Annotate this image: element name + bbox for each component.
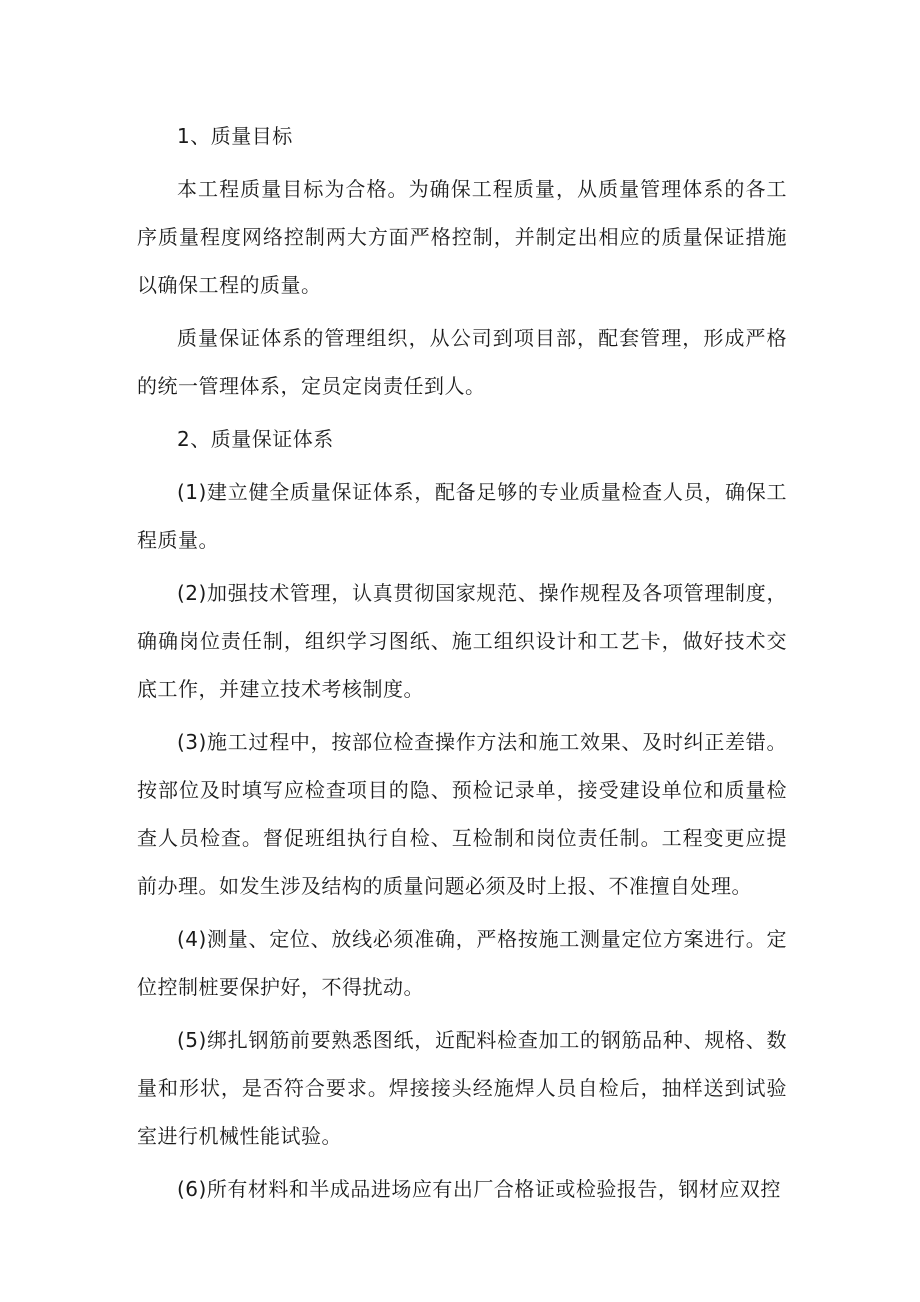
- section-heading-quality-system: 2、质量保证体系: [177, 427, 334, 451]
- section-heading-quality-target: 1、质量目标: [177, 124, 293, 148]
- list-item-4: (4)测量、定位、放线必须准确，严格按施工测量定位方案进行。定位控制桩要保护好，不得扰动。: [137, 927, 787, 999]
- paragraph-quality-target: 本工程质量目标为合格。为确保工程质量，从质量管理体系的各工序质量程度网络控制两大方面严格控制，并制定出相应的质量保证措施以确保工程的质量。: [137, 177, 787, 297]
- list-item-3: (3)施工过程中，按部位检查操作方法和施工效果、及时纠正差错。按部位及时填写应检查项目的隐、预检记录单，接受建设单位和质量检查人员检查。督促班组执行自检、互检制和岗位责任制。工程变更应提前办理。如发生涉及结构的质量问题必须及时上报、不准擅自处理。: [137, 730, 787, 898]
- list-item-5: (5)绑扎钢筋前要熟悉图纸，近配料检查加工的钢筋品种、规格、数量和形状，是否符合要求。焊接接头经施焊人员自检后，抽样送到试验室进行机械性能试验。: [137, 1028, 787, 1148]
- document-body: [137, 112, 787, 1213]
- list-item-2: (2)加强技术管理，认真贯彻国家规范、操作规程及各项管理制度，确确岗位责任制，组织学习图纸、施工组织设计和工艺卡，做好技术交底工作，并建立技术考核制度。: [137, 581, 787, 701]
- list-item-6: (6)所有材料和半成品进场应有出厂合格证或检验报告，钢材应双控: [177, 1177, 781, 1201]
- list-item-1: (1)建立健全质量保证体系，配备足够的专业质量检查人员，确保工程质量。: [137, 480, 787, 552]
- paragraph-management-organization: 质量保证体系的管理组织，从公司到项目部，配套管理，形成严格的统一管理体系，定员定岗责任到人。: [137, 326, 787, 398]
